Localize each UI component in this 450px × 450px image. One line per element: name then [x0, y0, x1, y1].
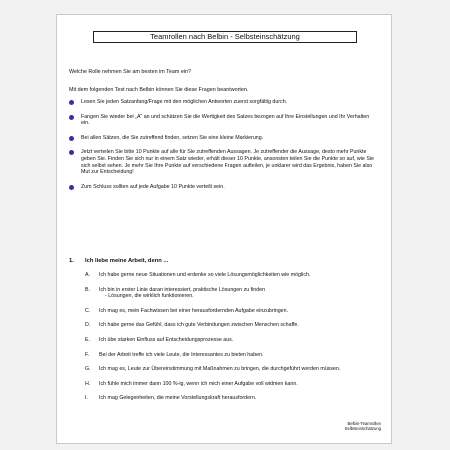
question-number: 1. — [69, 258, 74, 264]
instruction-item — [69, 184, 379, 191]
instruction-text: Fangen Sie wieder bei „A“ an und schätzen Sie die Wertigkeit des Satzes bezogen auf Ihre Einstellungen und Ihr Verhalten ein. — [81, 113, 370, 127]
answer-letter: H. — [85, 380, 91, 387]
answer-item — [85, 381, 379, 388]
answer-text: Bei der Arbeit treffe ich viele Leute, die Interessantes zu bieten haben. — [99, 351, 264, 358]
instruction-text: Jetzt verteilen Sie bitte 10 Punkte auf alle für Sie zutreffenden Aussagen. Je zutreffender die Aussage, desto mehr Punkte geben Sie. Finden Sie sich nur in einem Satz wieder, erhält dieser 10 Punkte, ansonsten teilen Sie die Punkte so auf, wie Sie sich selbst sehen. Je mehr Sie Ihre Punkte auf verschiedene Fragen aufteilen, je unklarer wird das Ergebnis, haben Sie also Mut zur Entscheidung! — [81, 149, 374, 176]
instruction-text: Zum Schluss sollten auf jede Aufgabe 10 Punkte verteilt sein. — [81, 183, 225, 190]
instruction-text: Bei allen Sätzen, die Sie zutreffend finden, setzen Sie eine kleine Markierung. — [81, 134, 264, 141]
answer-text: Ich übe starken Einfluss auf Entscheidungsprozesse aus. — [99, 336, 234, 343]
question-heading — [69, 258, 379, 265]
answer-item — [85, 337, 379, 344]
answer-item — [85, 308, 379, 315]
footer-line: Belbin-Teamrollen — [347, 421, 381, 426]
answer-text: Ich fühle mich immer dann 100 %-ig, wenn ich mich einer Aufgabe voll widmen kann. — [99, 380, 298, 387]
intro-question: Welche Rolle nehmen Sie am besten im Team ein? — [69, 69, 192, 75]
intro-text: Mit dem folgenden Test nach Belbin können Sie diese Fragen beantworten. — [69, 87, 249, 93]
instruction-item — [69, 114, 379, 127]
answer-letter: D. — [85, 322, 91, 329]
answer-letter: I. — [85, 395, 88, 402]
answer-text: Ich habe gerne das Gefühl, dass ich gute Verbindungen zwischen Menschen schaffe. — [99, 322, 299, 329]
answer-text: Ich bin in erster Linie daran interessiert, praktische Lösungen zu finden — [99, 286, 266, 293]
answer-item — [85, 287, 379, 300]
bullet-icon — [69, 115, 74, 120]
answer-text: Ich mag es, Leute zur Übereinstimmung mit Maßnahmen zu bringen, die durchgeführt werden müssen. — [99, 366, 341, 373]
bullet-icon — [69, 100, 74, 105]
answer-letter: E. — [85, 336, 91, 343]
page-footer — [321, 421, 381, 431]
answer-item — [85, 352, 379, 359]
answer-item — [85, 272, 379, 279]
answer-letter: B. — [85, 286, 91, 293]
answer-letter: G. — [85, 366, 91, 373]
answer-subtext: - Lösungen, die wirklich funktionieren. — [105, 293, 194, 300]
answer-letter: C. — [85, 307, 91, 314]
answer-list — [85, 272, 379, 410]
answer-letter: A. — [85, 272, 91, 278]
answer-item — [85, 366, 379, 373]
document-page — [56, 14, 392, 444]
document-title: Teamrollen nach Belbin - Selbsteinschätzung — [93, 31, 357, 43]
answer-item — [85, 322, 379, 329]
instruction-item — [69, 149, 379, 175]
footer-line: Selbsteinschätzung — [344, 426, 381, 431]
answer-item — [85, 395, 379, 402]
instruction-list — [69, 99, 379, 198]
instruction-text: Lesen Sie jeden Satzanfang/Frage mit den möglichen Antworten zuerst sorgfältig durch. — [81, 99, 288, 105]
instruction-item — [69, 135, 379, 142]
answer-letter: F. — [85, 351, 90, 358]
answer-text: Ich mag Gelegenheiten, die meine Vorstellungskraft herausfordern. — [99, 395, 257, 402]
answer-text: Ich mag es, mein Fachwissen bei einer herausfordernden Aufgabe einzubringen. — [99, 307, 289, 314]
bullet-icon — [69, 185, 74, 190]
instruction-item — [69, 99, 379, 106]
bullet-icon — [69, 150, 74, 155]
bullet-icon — [69, 136, 74, 141]
question-text: Ich liebe meine Arbeit, denn ... — [85, 258, 169, 264]
answer-text: Ich habe gerne neue Situationen und erdenke so viele Lösungsmöglichkeiten wie möglich. — [99, 272, 311, 278]
